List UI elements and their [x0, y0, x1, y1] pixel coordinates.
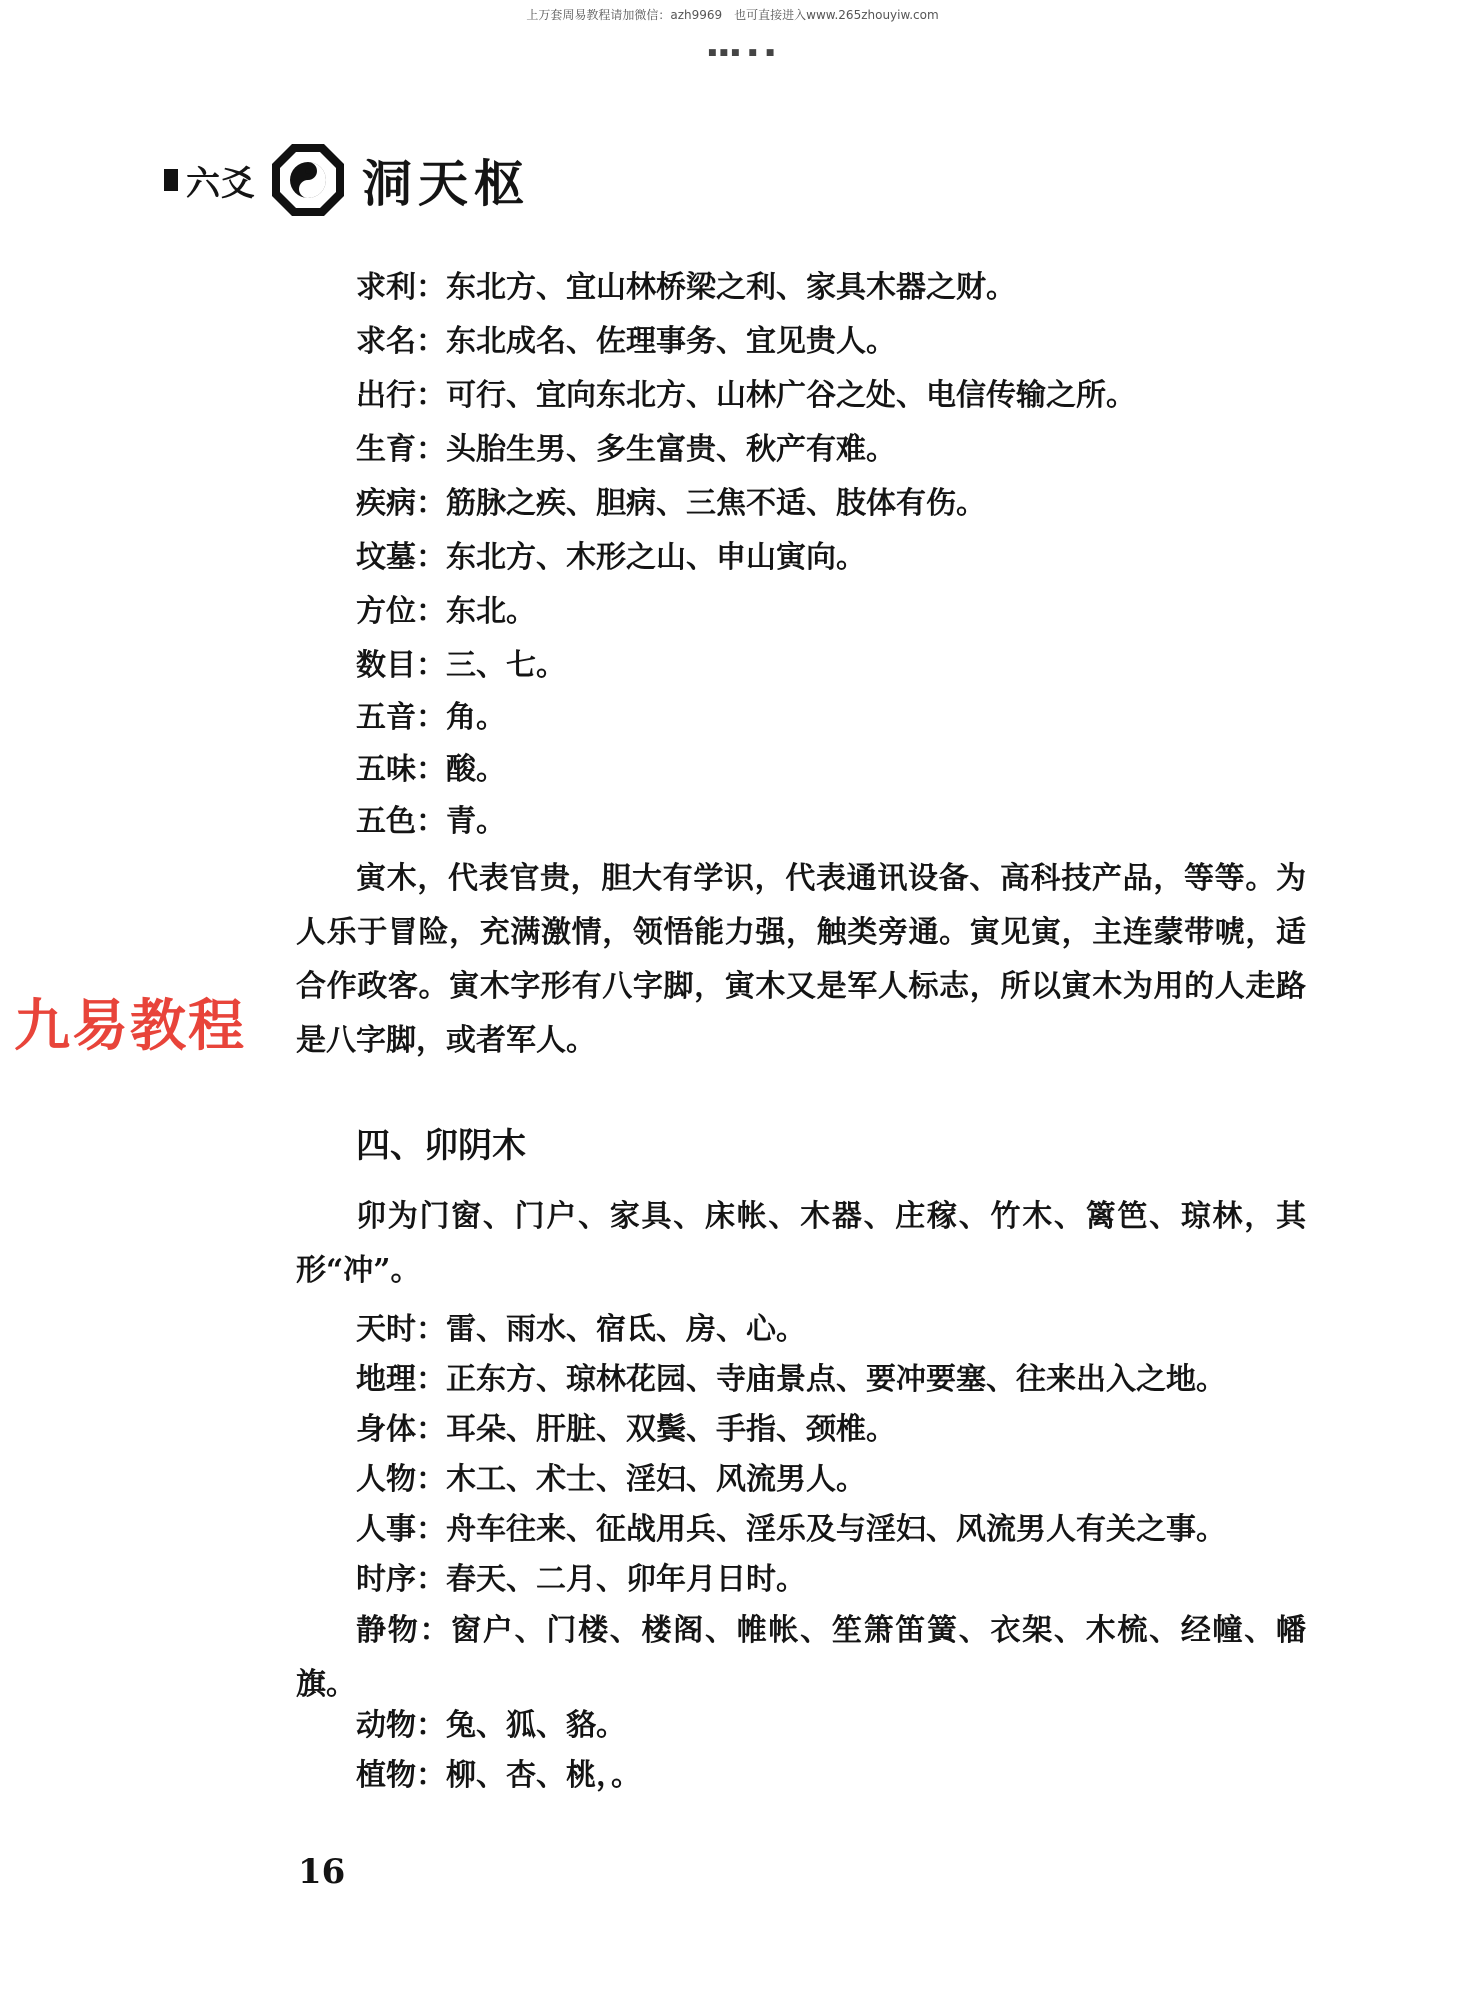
list-item: 五色：青。: [356, 804, 506, 839]
paragraph-static-objects: 静物：窗户、门楼、楼阁、帷帐、笙箫笛簧、衣架、木梳、经幢、幡旗。: [296, 1613, 1306, 1702]
watermark-text: 九易教程: [14, 994, 246, 1059]
list-item: 数目：三、七。: [356, 648, 566, 683]
page-number: 16: [298, 1852, 346, 1892]
book-title: 洞天枢: [362, 154, 530, 213]
list-item: 生育：头胎生男、多生富贵、秋产有难。: [356, 432, 896, 467]
list-item: 时序：春天、二月、卯年月日时。: [356, 1562, 806, 1597]
header-smudge: ■■■ ■ ■: [708, 48, 778, 56]
series-label: 六爻: [186, 163, 256, 204]
header-block-mark: [164, 169, 178, 191]
list-item: 人物：木工、术士、淫妇、风流男人。: [356, 1462, 866, 1497]
running-header: [164, 140, 530, 220]
section-title: 四、卯阴木: [356, 1126, 526, 1166]
bagua-taiji-icon: [268, 140, 348, 220]
list-item: 植物：柳、杏、桃，。: [356, 1758, 641, 1793]
paragraph-yin-wood: 寅木，代表官贵，胆大有学识，代表通讯设备、高科技产品，等等。为人乐于冒险，充满激情，领悟能力强，触类旁通。寅见寅，主连蒙带唬，适合作政客。寅木字形有八字脚，寅木又是军人标志，所以寅木为用的人走路是八字脚，或者军人。: [296, 861, 1306, 1058]
list-item: 出行：可行、宜向东北方、山林广谷之处、电信传输之所。: [356, 378, 1136, 413]
list-item: 人事：舟车往来、征战用兵、淫乐及与淫妇、风流男人有关之事。: [356, 1512, 1226, 1547]
list-item: 方位：东北。: [356, 594, 536, 629]
list-item: 五音：角。: [356, 700, 506, 735]
list-item: 求利：东北方、宜山林桥梁之利、家具木器之财。: [356, 270, 1016, 305]
list-item: 疾病：筋脉之疾、胆病、三焦不适、肢体有伤。: [356, 486, 986, 521]
list-item: 天时：雷、雨水、宿氐、房、心。: [356, 1312, 806, 1347]
paragraph-mao-wood: 卯为门窗、门户、家具、床帐、木器、庄稼、竹木、篱笆、琼林，其形“冲”。: [296, 1199, 1306, 1288]
top-banner: 上万套周易教程请加微信：azh9969 也可直接进入www.265zhouyiw.com: [526, 8, 939, 22]
list-item: 地理：正东方、琼林花园、寺庙景点、要冲要塞、往来出入之地。: [356, 1362, 1226, 1397]
list-item: 动物：兔、狐、貉。: [356, 1708, 626, 1743]
list-item: 五味：酸。: [356, 752, 506, 787]
list-item: 求名：东北成名、佐理事务、宜见贵人。: [356, 324, 896, 359]
list-item: 身体：耳朵、肝脏、双鬓、手指、颈椎。: [356, 1412, 896, 1447]
list-item: 坟墓：东北方、木形之山、申山寅向。: [356, 540, 866, 575]
